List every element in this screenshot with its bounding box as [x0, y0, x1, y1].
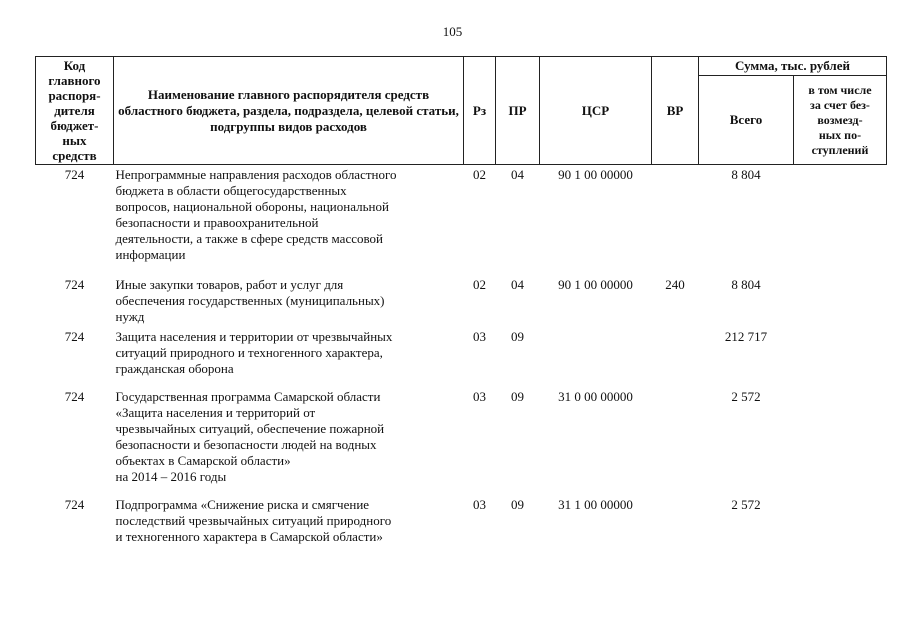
cell-name-line: ситуаций природного и техногенного характера,	[115, 345, 383, 360]
cell-name	[114, 389, 464, 497]
table-body	[36, 165, 887, 552]
cell-name-line: Государственная программа Самарской области	[115, 389, 381, 404]
cell-total: 2 572	[731, 497, 761, 512]
cell-name-line: вопросов, национальной обороны, национальной	[115, 199, 389, 214]
header-code-line: распоря-	[48, 88, 101, 103]
page-number: 105	[442, 24, 463, 39]
header-sum: Сумма, тыс. рублей	[699, 57, 887, 76]
table-row	[36, 277, 887, 329]
cell-rz: 03	[473, 389, 486, 404]
cell-name-line: на 2014 – 2016 годы	[115, 469, 227, 484]
cell-vr	[652, 329, 699, 389]
header-csr: ЦСР	[540, 57, 652, 165]
header-code-line: Код	[63, 58, 86, 73]
header-free-line: ных по-	[818, 127, 862, 142]
cell-csr: 90 1 00 00000	[558, 277, 633, 292]
cell-rz: 03	[473, 329, 486, 344]
cell-pr: 04	[511, 277, 524, 292]
cell-csr: 90 1 00 00000	[558, 167, 633, 182]
cell-csr: 31 0 00 00000	[558, 389, 633, 404]
cell-name	[114, 329, 464, 389]
cell-code: 724	[64, 497, 85, 512]
budget-table	[35, 56, 887, 551]
cell-vr	[652, 497, 699, 551]
cell-code: 724	[64, 277, 85, 292]
cell-total: 8 804	[731, 277, 761, 292]
header-code	[36, 57, 114, 165]
header-free-line: ступлений	[811, 142, 869, 157]
cell-name-line: нужд	[115, 309, 145, 324]
cell-pr: 04	[511, 167, 524, 182]
cell-name-line: чрезвычайных ситуаций, обеспечение пожарной	[115, 421, 385, 436]
cell-pr: 09	[511, 329, 524, 344]
cell-name-line: гражданская оборона	[115, 361, 234, 376]
cell-vr	[652, 389, 699, 497]
cell-pr: 09	[511, 389, 524, 404]
cell-free	[794, 497, 887, 551]
cell-name-line: объектах в Самарской области»	[115, 453, 291, 468]
header-free	[794, 76, 887, 165]
cell-free	[794, 277, 887, 329]
cell-total: 8 804	[731, 167, 761, 182]
header-pr: ПР	[496, 57, 540, 165]
table-row	[36, 497, 887, 551]
cell-csr	[540, 329, 652, 389]
header-vr: ВР	[652, 57, 699, 165]
cell-name-line: безопасности и безопасности людей на водных	[115, 437, 377, 452]
cell-name-line: безопасности и правоохранительной	[115, 215, 319, 230]
cell-name-line: обеспечения государственных (муниципальных)	[115, 293, 385, 308]
cell-code: 724	[64, 167, 85, 182]
cell-csr: 31 1 00 00000	[558, 497, 633, 512]
table-row	[36, 389, 887, 497]
cell-total: 212 717	[724, 329, 768, 344]
header-total: Всего	[699, 76, 794, 165]
table-header	[36, 57, 887, 165]
header-code-line: главного	[48, 73, 101, 88]
header-free-line: в том числе	[808, 82, 872, 97]
header-code-line: средств	[52, 148, 97, 163]
cell-code: 724	[64, 389, 85, 404]
header-rz: Рз	[464, 57, 496, 165]
cell-name-line: Непрограммные направления расходов областного	[115, 167, 397, 182]
cell-name-line: и техногенного характера в Самарской области»	[115, 529, 383, 544]
header-code-line: ных	[62, 133, 87, 148]
cell-code: 724	[64, 329, 85, 344]
cell-name-line: информации	[115, 247, 186, 262]
cell-name-line: деятельности, а также в сфере средств массовой	[115, 231, 384, 246]
header-free-line: за счет без-	[810, 97, 870, 112]
header-free-line: возмезд-	[817, 112, 863, 127]
cell-name	[114, 277, 464, 329]
cell-name	[114, 497, 464, 551]
cell-name-line: Подпрограмма «Снижение риска и смягчение	[115, 497, 370, 512]
cell-rz: 03	[473, 497, 486, 512]
cell-name	[114, 165, 464, 278]
cell-total: 2 572	[731, 389, 761, 404]
cell-vr: 240	[665, 277, 685, 292]
cell-name-line: Защита населения и территории от чрезвычайных	[115, 329, 393, 344]
cell-rz: 02	[473, 167, 486, 182]
cell-pr: 09	[511, 497, 524, 512]
header-code-line: дителя	[54, 103, 95, 118]
cell-name-line: бюджета в области общегосударственных	[115, 183, 347, 198]
cell-free	[794, 165, 887, 278]
cell-name-line: «Защита населения и территорий от	[115, 405, 316, 420]
cell-free	[794, 389, 887, 497]
cell-rz: 02	[473, 277, 486, 292]
table-row	[36, 329, 887, 389]
header-code-line: бюджет-	[50, 118, 99, 133]
cell-free	[794, 329, 887, 389]
table-row	[36, 165, 887, 278]
cell-name-line: последствий чрезвычайных ситуаций природного	[115, 513, 392, 528]
cell-vr	[652, 165, 699, 278]
cell-name-line: Иные закупки товаров, работ и услуг для	[115, 277, 344, 292]
header-name: Наименование главного распорядителя средств областного бюджета, раздела, подраздела, целевой статьи, подгруппы видов расходов	[114, 57, 464, 165]
